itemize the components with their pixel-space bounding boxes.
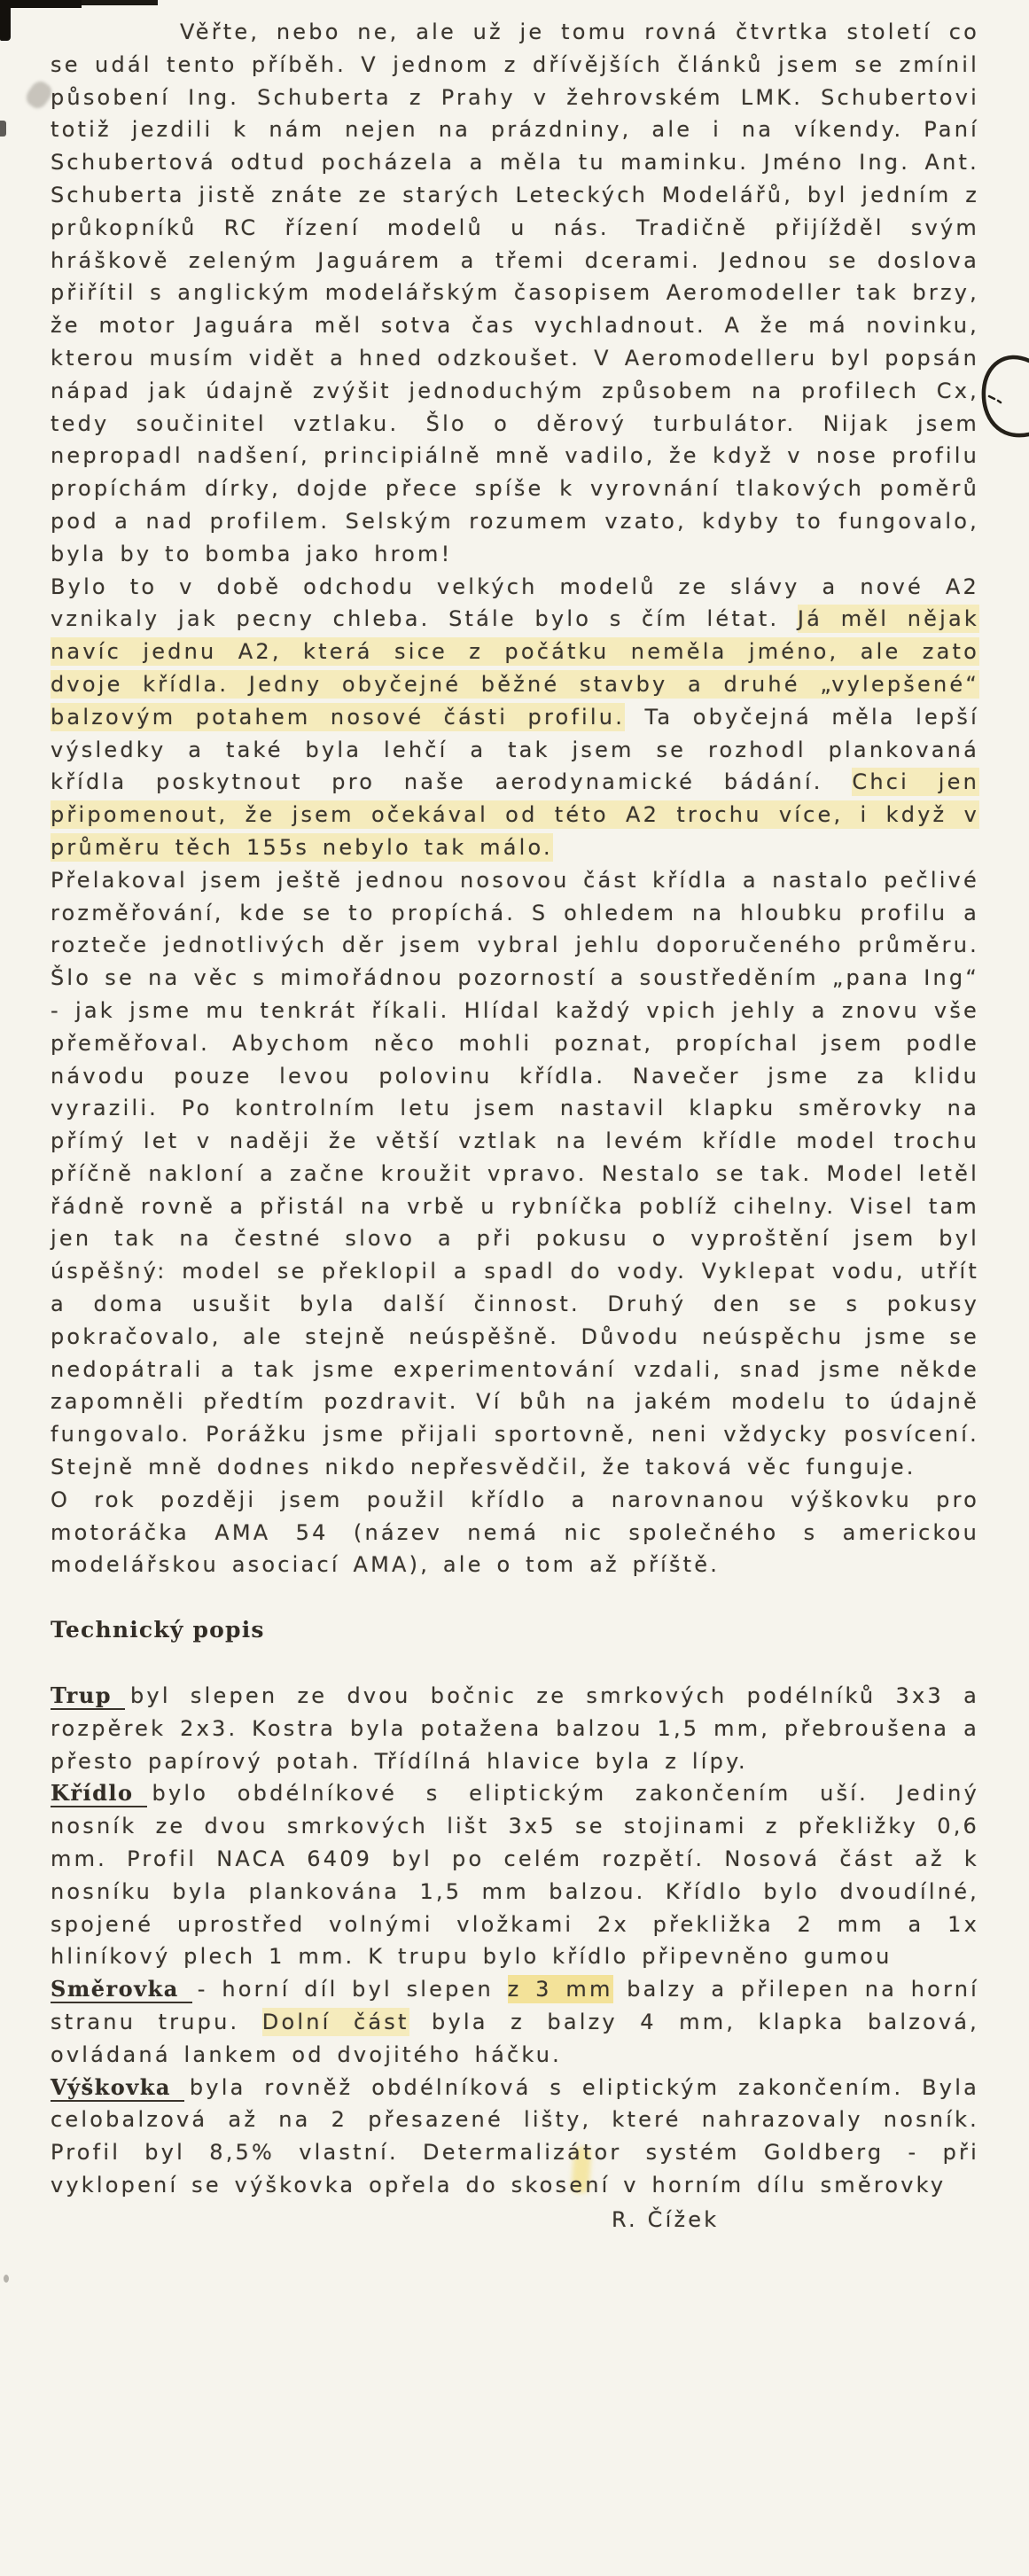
- section-trup: [51, 1680, 979, 1777]
- section-label-trup: Trup: [51, 1682, 125, 1710]
- scan-artifact-corner-bar: [0, 0, 11, 41]
- section-text-trup: byl slepen ze dvou bočnic ze smrkových podélníků 3x3 a rozpěrek 2x3. Kostra byla potažena balzou 1,5 mm, přebroušena a přesto papírový potah. Třídílná hlavice byla z lípy.: [51, 1683, 979, 1774]
- article-body: [51, 16, 979, 2236]
- paragraph-two-a2: [51, 571, 979, 864]
- section-text-smerovka-1: - horní díl byl slepen: [197, 1977, 508, 2002]
- section-text-kridlo: bylo obdélníkové s eliptickým zakončením uší. Jediný nosník ze dvou smrkových lišt 3x5 se stojinami z překližky 0,6 mm. Profil NACA 6409 byl po celém rozpětí. Nosová část až k nosníku byla plankována 1,5 mm balzou. Křídlo bylo dvoudílné, spojené uprostřed volnými vložkami 2x překližka 2 mm a 1x hliníkový plech 1 mm. K trupu bylo křídlo připevněno gumou: [51, 1781, 979, 1970]
- paragraph-next-time: O rok později jsem použil křídlo a narovnanou výškovku pro motoráčka AMA 54 (název nemá nic společného s americkou modelářskou asociací AMA), ale o tom až příště.: [51, 1487, 979, 1578]
- highlight-3mm: z 3 mm: [507, 1977, 613, 2002]
- scan-artifact-top-edge-line-thick: [0, 0, 82, 8]
- paragraph-intro: Věřte, nebo ne, ale už je tomu rovná čtvrtka století co se udál tento příběh. V jednom z dřívějších článků jsem se zmínil působení Ing. Schuberta z Prahy v žehrovském LMK. Schubertovi totiž jezdili k nám nejen na prázdniny, ale i na víkendy. Paní Schubertová odtud pocházela a měla tu maminku. Jméno Ing. Ant. Schuberta jistě znáte ze starých Leteckých Modelářů, byl jedním z průkopníků RC řízení modelů u nás. Tradičně přijížděl svým hráškově zeleným Jaguárem a třemi dcerami. Jednou se doslova přiřítil s anglickým modelářským časopisem Aeromodeller tak brzy, že motor Jaguára měl sotva čas vychladnout. A že má novinku, kterou musím vidět a hned odzkoušet. V Aeromodelleru byl popsán nápad jak údajně zvýšit jednoduchým způsobem na profilech Cx, tedy součinitel vztlaku. Šlo o děrový turbulátor. Nijak jsem nepropadl nadšení, principiálně mně vadilo, že když v nose profilu propíchám dírky, dojde přece spíše k vyrovnání tlakových poměrů pod a nad profilem. Selským rozumem vzato, kdyby to fungovalo, byla by to bomba jako hrom!: [51, 20, 979, 566]
- paragraph-two-a2-start: Bylo to v době odchodu velkých modelů ze slávy a nové A2 vznikaly jak pecny chleba. Stále bylo s čím létat.: [51, 574, 979, 632]
- highlight-dolni-cast: Dolní část: [261, 2010, 409, 2035]
- section-kridlo: [51, 1777, 979, 1973]
- paragraph-two-a2-middle: Ta obyčejná měla lepší výsledky a také byla lehčí a tak jsem se rozhodl plankovaná křídla poskytnout pro naše aerodynamické bádání.: [51, 704, 979, 795]
- section-vyskovka: [51, 2072, 979, 2202]
- section-label-vyskovka: Výškovka: [51, 2074, 184, 2102]
- section-label-kridlo: Křídlo: [51, 1780, 147, 1807]
- paragraph-experiment: Přelakoval jsem ještě jednou nosovou část křídla a nastalo pečlivé rozměřování, kde se to propíchá. S ohledem na hloubku profilu a rozteče jednotlivých děr jsem vybral jehlu doporučeného průměru. Šlo se na věc s mimořádnou pozorností a soustředěním „pana Ing“ - jak jsme mu tenkrát říkali. Hlídal každý vpich jehly a znovu vše přeměřoval. Abychom něco mohli poznat, propíchal jsem podle návodu pouze levou polovinu křídla. Navečer jsme za klidu vyrazili. Po kontrolním letu jsem nastavil klapku směrovky na přímý let v naději že větší vztlak na levém křídle model trochu příčně nakloní a začne kroužit vpravo. Nestalo se tak. Model letěl řádně rovně a přistál na vrbě u rybníčka poblíž cihelny. Visel tam jen tak na čestné slovo a při pokusu o vyproštění jsem byl úspěšný: model se překlopil a spadl do vody. Vyklepat vodu, utřít a doma usušit byla další činnost. Druhý den se s pokusy pokračovalo, ale stejně neúspěšně. Důvodu neúspěchu jsme se nedopátrali a tak jsme experimentování vzdali, snad jsme někde zapomněli předtím pozdravit. Ví bůh na jakém modelu to údajně fungovalo. Porážku jsme přijali sportovně, neni vždycky posvícení. Stejně mně dodnes nikdo nepřesvědčil, že taková věc funguje.: [51, 867, 979, 1480]
- heading-technical-description: Technický popis: [51, 1617, 265, 1643]
- signature-line: R. Čížek: [612, 2206, 720, 2232]
- section-smerovka: [51, 1973, 979, 2071]
- section-text-smerovka-3: byla z balzy 4 mm, klapka balzová, ovládaná lankem od dvojitého háčku.: [51, 2010, 980, 2067]
- section-label-smerovka: Směrovka: [51, 1976, 192, 2003]
- section-text-vyskovka: byla rovněž obdélníková s eliptickým zakončením. Byla celobalzová až na 2 přesazené lišty, které nahrazovaly nosník. Profil byl 8,5% vlastní. Determalizátor systém Goldberg - při vyklopení se výškovka opřela do skosení v horním dílu směrovky: [51, 2074, 979, 2197]
- scan-artifact-left-dot: [4, 2275, 9, 2283]
- scan-artifact-left-tick: [0, 121, 6, 137]
- highlight-expectations: Chci jen připomenout, že jsem očekával od této A2 trochu více, i když v průměru těch 155s nebylo tak málo.: [51, 769, 979, 860]
- pen-curve-mark: [978, 351, 1029, 449]
- highlight-two-wings: Já měl nějak navíc jednu A2, která sice z počátku neměla jméno, ale zato dvoje křídla. Jedny obyčejné běžné stavby a druhé „vylepšené“ balzovým potahem nosové části profilu.: [51, 606, 979, 730]
- section-text-smerovka-2: balzy a přilepen na horní stranu trupu.: [51, 1977, 979, 2035]
